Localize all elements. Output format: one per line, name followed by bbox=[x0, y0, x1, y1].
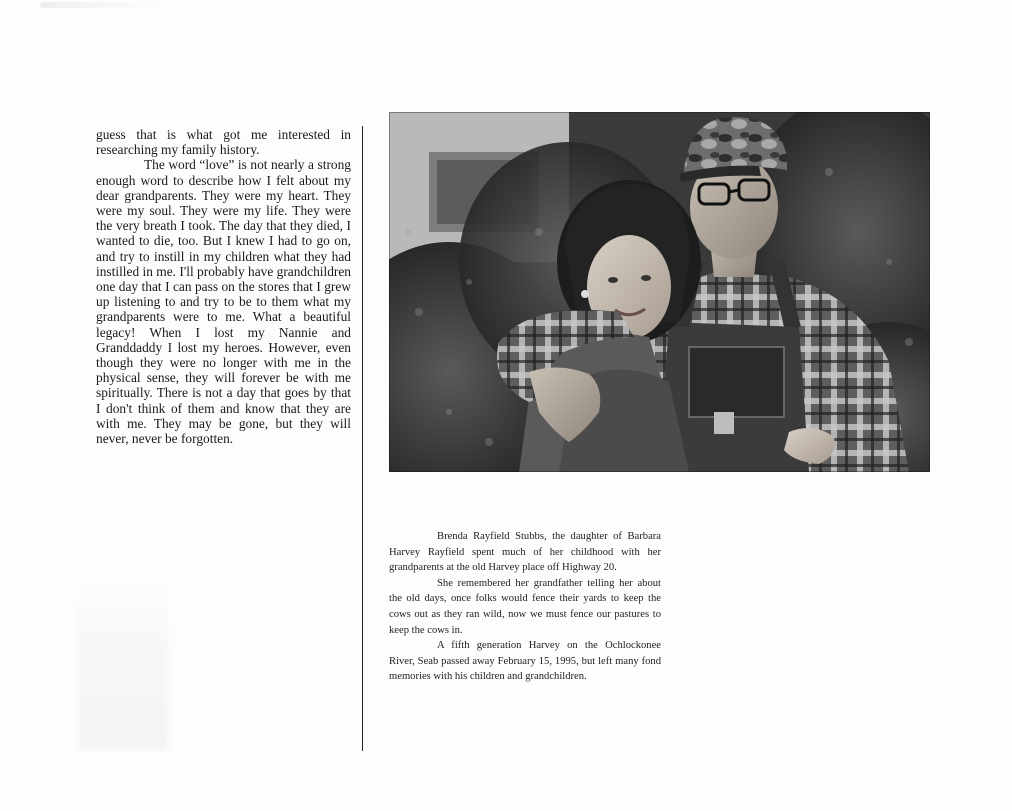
body-paragraph: guess that is what got me interested in researching my family history. bbox=[96, 127, 351, 158]
bleed-through-text bbox=[78, 580, 168, 750]
caption-paragraph: Brenda Rayfield Stubbs, the daughter of Barbara Harvey Rayfield spent much of her childhood with her grandparents at the old Harvey place off Highway 20. bbox=[389, 531, 661, 574]
scan-artifact bbox=[40, 2, 160, 8]
column-divider bbox=[362, 126, 363, 751]
photo-caption bbox=[389, 529, 661, 685]
caption-paragraph: She remembered her grandfather telling her about the old days, once folks would fence their yards to keep the cows out as they ran wild, now we must fence our pastures to keep the cows in. bbox=[389, 577, 661, 636]
body-text-column bbox=[96, 127, 351, 446]
family-photo bbox=[389, 112, 930, 472]
caption-paragraph: A fifth generation Harvey on the Ochlockonee River, Seab passed away February 15, 1995, but left many fond memories with his children and grandchildren. bbox=[389, 640, 661, 683]
photo-image bbox=[389, 112, 930, 472]
body-paragraph: The word “love” is not nearly a strong enough word to describe how I felt about my dear grandparents. They were my heart. They were my soul. They were my life. They were the very breath I took. The day that they died, I wanted to die, too. But I knew I had to go on, and try to instill in my children what they had instilled in me. I'll probably have grandchildren one day that I can pass on the stores that I grew up listening to and try to be to them what my grandparents were to me. What a beautiful legacy! When I lost my Nannie and Granddaddy I lost my heroes. However, even though they were no longer with me in the physical sense, they will forever be with me spiritually. There is not a day that goes by that I don't think of them and know that they are with me. They may be gone, but they will never, never be forgotten. bbox=[96, 157, 351, 447]
